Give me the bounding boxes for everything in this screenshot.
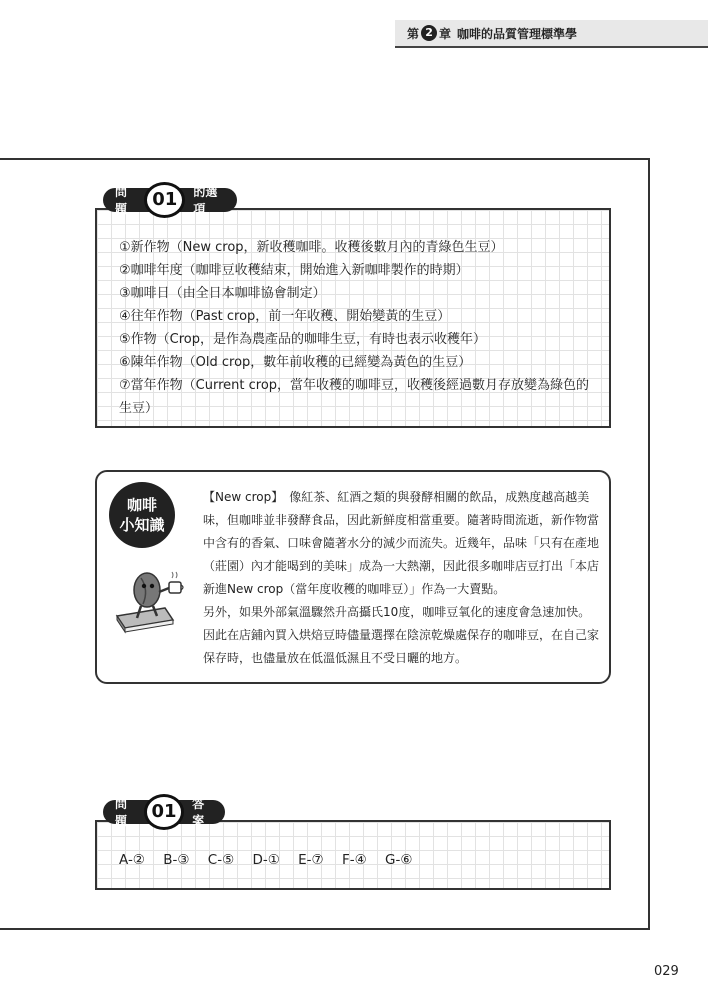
chapter-suffix: 章 [439,26,452,41]
option-item: ⑥陳年作物（Old crop，數年前收穫的已經變為黃色的生豆） [119,355,472,370]
option-item: ②咖啡年度（咖啡豆收穫結束，開始進入新咖啡製作的時期） [119,263,469,278]
option-item: ③咖啡日（由全日本咖啡協會制定） [119,286,326,301]
badge-label: 問題 [115,185,128,216]
chapter-prefix: 第 [407,26,420,41]
options-list [119,236,599,420]
question-options-box [95,208,611,428]
answer-item: F-④ [341,852,367,868]
question-number: 01 [144,182,185,218]
question-options-badge [103,185,237,216]
answer-item: E-⑦ [298,852,324,868]
coffee-knowledge-box [95,470,611,684]
badge-label: 問題 [115,797,128,828]
chapter-title: 咖啡的品質管理標準學 [457,26,578,41]
question-number: 01 [144,794,185,830]
answers-row [119,852,420,868]
chapter-number-badge: 2 [421,25,437,41]
option-item: ④往年作物（Past crop，前一年收穫、開始變黃的生豆） [119,309,451,324]
page-number: 029 [654,964,679,979]
chapter-header [395,20,708,48]
badge-suffix: 的選項 [193,185,218,216]
answer-item: G-⑥ [385,852,413,868]
badge-line-1: 咖啡 [126,496,157,514]
question-answer-box [95,820,611,890]
knowledge-paragraph: 【New crop】 像紅茶、紅酒之類的與發酵相關的飲品，成熟度越高越美味，但咖啡並非發酵食品，因此新鮮度相當重要。隨著時間流逝，新作物當中含有的香氣、口味會隨著水分的減少而流失。近幾年，品味「只有在產地（莊園）內才能喝到的美味」成為一大熱潮，因此很多咖啡店豆打出「本店新進New crop（當年度收穫的咖啡豆）」作為一大賣點。 [203,490,600,596]
option-item: ①新作物（New crop，新收穫咖啡。收穫後數月內的青綠色生豆） [119,240,504,255]
answer-item: C-⑤ [207,852,235,868]
badge-suffix: 答案 [192,797,205,828]
badge-line-2: 小知識 [119,516,165,534]
question-answer-badge [103,797,225,828]
answer-item: D-① [252,852,280,868]
coffee-bean-mascot-icon [111,564,201,634]
knowledge-text [203,486,599,670]
answer-item: A-② [119,852,145,868]
knowledge-paragraph: 另外，如果外部氣溫驟然升高攝氏10度，咖啡豆氧化的速度會急速加快。因此在店鋪內買入烘焙豆時儘量選擇在陰涼乾燥處保存的咖啡豆，在自己家保存時，也儘量放在低溫低濕且不受日曬的地方。 [203,605,600,665]
answer-item: B-③ [163,852,190,868]
option-item: ⑦當年作物（Current crop，當年收穫的咖啡豆，收穫後經過數月存放變為綠色的生豆） [119,378,590,416]
option-item: ⑤作物（Crop，是作為農產品的咖啡生豆，有時也表示收穫年） [119,332,486,347]
coffee-knowledge-badge [109,482,175,548]
